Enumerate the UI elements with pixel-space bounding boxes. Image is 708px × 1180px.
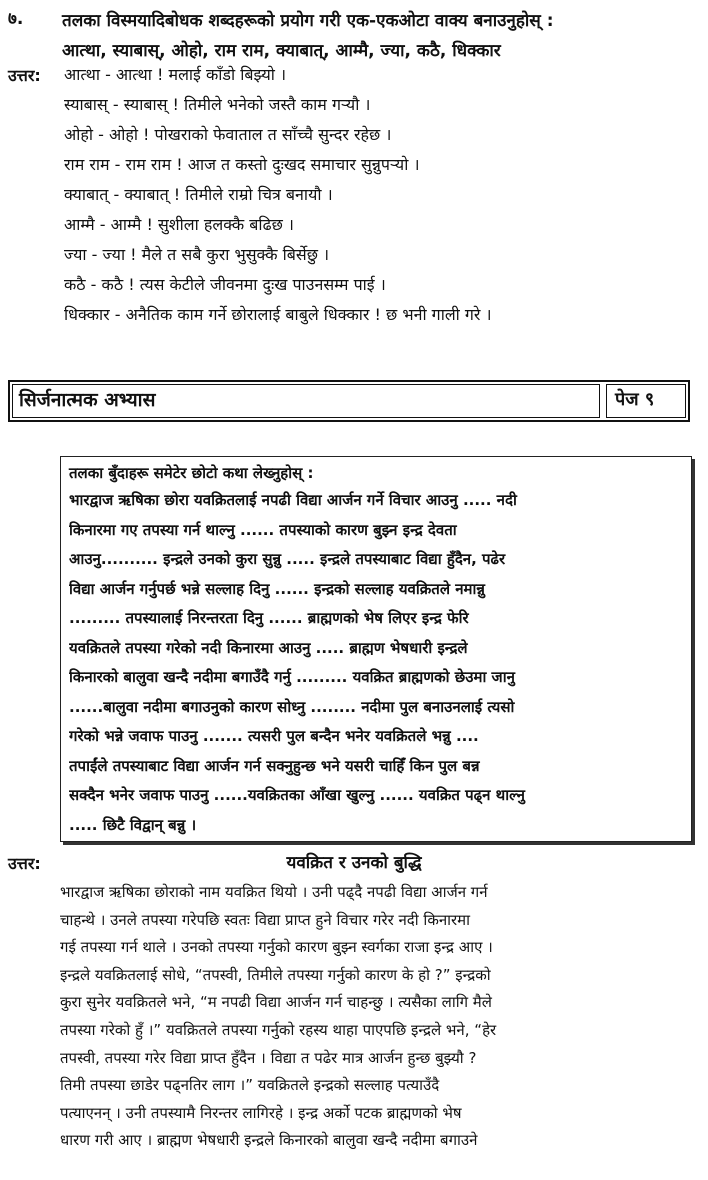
answer-7-sentences [64,64,492,334]
task-line: ......... तपस्यालाई निरन्तरता दिनु ...... ब्राह्मणको भेष लिएर इन्द्र फेरि [69,609,469,627]
task-line: गरेको भन्ने जवाफ पाउनु ....... त्यसरी पुल बन्दैन भनेर यवक्रितले भन्नु .... [69,727,479,745]
answer-sentence: कठै - कठै ! त्यस केटीले जीवनमा दुःख पाउनसम्म पाई । [64,275,386,294]
story-line: चाहन्थे । उनले तपस्या गरेपछि स्वतः विद्या प्राप्त हुने विचार गरेर नदी किनारमा [60,910,471,929]
answer-sentence: ज्या - ज्या ! मैले त सबै कुरा भुसुक्कै बिर्सेछु । [64,245,330,264]
question-number: ७. [8,9,24,29]
answer-sentence: आम्मै - आम्मै ! सुशीला हलक्कै बढिछ । [64,215,294,234]
task-line: तपाईंले तपस्याबाट विद्या आर्जन गर्न सक्नुहुन्छ भने यसरी चाहिँ किन पुल बन्न [69,756,480,775]
story-line: इन्द्रले यवक्रितलाई सोधे, “तपस्वी, तिमीले तपस्या गर्नुको कारण के हो ?” इन्द्रको [60,965,491,984]
task-line: भारद्वाज ऋषिका छोरा यवक्रितलाई नपढी विद्या आर्जन गर्ने विचार आउनु ..... नदी [69,491,517,509]
section-title: सिर्जनात्मक अभ्यास [12,384,600,418]
answer-sentence: राम राम - राम राम ! आज त कस्तो दुःखद समाचार सुन्नुपर्‍यो । [64,155,420,174]
task-points [69,487,683,841]
story-line: पत्याएनन् । उनी तपस्यामै निरन्तर लागिरहे । इन्द्र अर्को पटक ब्राह्मणको भेष [60,1103,462,1122]
task-line: सक्दैन भनेर जवाफ पाउनु ......यवक्रितका आँखा खुल्नु ...... यवक्रित पढ्न थाल्नु [69,786,525,804]
story-title: यवक्रित र उनको बुद्धि [286,853,422,873]
story-line: गई तपस्या गर्न थाले । उनको तपस्या गर्नुको कारण बुझ्न स्वर्गका राजा इन्द्र आए । [60,938,493,957]
story-line: तिमी तपस्या छाडेर पढ्नतिर लाग ।” यवक्रितले इन्द्रको सल्लाह पत्याउँदै [60,1076,440,1095]
story-line: तपस्या गरेको हुँ ।” यवक्रितले तपस्या गर्नुको रहस्य थाहा पाएपछि इन्द्रले भने, “हेर [60,1020,497,1039]
answer-sentence: क्याबात् - क्याबात् ! तिमीले राम्रो चित्र बनायौ । [64,185,333,204]
answer-sentence: आत्था - आत्था ! मलाई काँडो बिझ्यो । [64,65,287,84]
answer-sentence: ओहो - ओहो ! पोखराको फेवाताल त साँच्चै सुन्दर रहेछ । [64,125,392,144]
page-reference: पेज ९ [606,384,686,418]
answer-label: उत्तर: [8,66,41,85]
task-line: ..... छिटै विद्वान् बन्नु । [69,815,197,834]
task-line: यवक्रितले तपस्या गरेको नदी किनारमा आउनु ..... ब्राह्मण भेषधारी इन्द्रले [69,638,468,657]
question-word-list: आत्था, स्याबास्, ओहो, राम राम, क्याबात्, आम्मै, ज्या, कठै, धिक्कार [62,41,501,61]
story-body [60,880,700,1156]
story-line: तपस्वी, तपस्या गरेर विद्या प्राप्त हुँदैन । विद्या त पढेर मात्र आर्जन हुन्छ बुझ्यौ ? [60,1048,477,1067]
story-task-box [60,456,692,842]
task-line: किनारमा गए तपस्या गर्न थाल्नु ...... तपस्याको कारण बुझ्न इन्द्र देवता [69,520,457,539]
section-banner [8,380,690,422]
answer-sentence: धिक्कार - अनैतिक काम गर्ने छोरालाई बाबुले धिक्कार ! छ भनी गाली गरे । [64,305,492,324]
answer-label: उत्तर: [8,854,41,873]
task-heading: तलका बुँदाहरू समेटेर छोटो कथा लेख्नुहोस् : [69,464,314,482]
answer-sentence: स्याबास् - स्याबास् ! तिमीले भनेको जस्तै काम गर्‍यौ । [64,95,371,114]
story-line: भारद्वाज ऋषिका छोराको नाम यवक्रित थियो । उनी पढ्दै नपढी विद्या आर्जन गर्न [60,883,488,901]
task-line: विद्या आर्जन गर्नुपर्छ भन्ने सल्लाह दिनु ...... इन्द्रको सल्लाह यवक्रितले नमान्नु [69,579,485,598]
story-line: कुरा सुनेर यवक्रितले भने, “म नपढी विद्या आर्जन गर्न चाहन्छु । त्यसैका लागि मैले [60,993,492,1012]
question-prompt: तलका विस्मयादिबोधक शब्दहरूको प्रयोग गरी एक-एकओटा वाक्य बनाउनुहोस् : [62,11,554,31]
task-line: ......बालुवा नदीमा बगाउनुको कारण सोध्नु ........ नदीमा पुल बनाउनलाई त्यसो [69,697,515,716]
task-line: आउनु.......... इन्द्रले उनको कुरा सुन्नु ..... इन्द्रले तपस्याबाट विद्या हुँदैन, पढेर [69,550,506,568]
task-line: किनारको बालुवा खन्दै नदीमा बगाउँदै गर्नु ......... यवक्रित ब्राह्मणको छेउमा जानु [69,668,515,686]
story-line: धारण गरी आए । ब्राह्मण भेषधारी इन्द्रले किनारको बालुवा खन्दै नदीमा बगाउने [60,1131,478,1150]
